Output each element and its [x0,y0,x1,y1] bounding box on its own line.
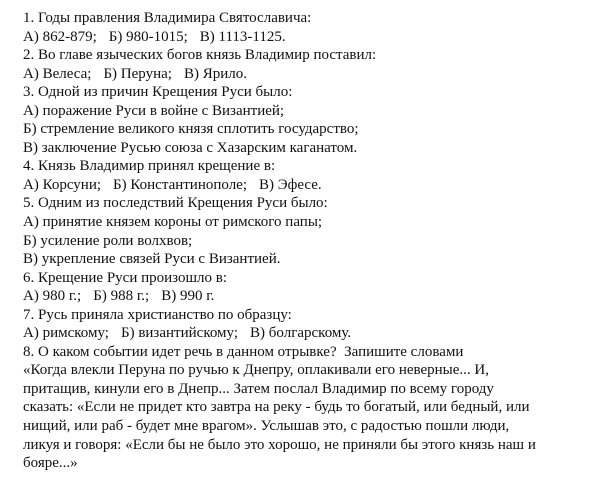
question-2-text: 2. Во главе языческих богов князь Владимир поставил: [23,47,377,64]
question-1-option-b: Б) 980-1015; [108,28,188,45]
question-8-passage-line: «Когда влекли Перуна по ручью к Днепру, оплакивали его неверные... И, [23,362,490,379]
question-4-option-a: А) Корсуни; [23,176,102,193]
question-7-option-c: В) болгарскому. [250,325,352,342]
question-8-passage-line: притащив, кинули его в Днепр... Затем послал Владимир по всему городу [23,380,494,397]
question-6-option-a: А) 980 г.; [23,288,82,305]
question-4-option-b: Б) Константинополе; [113,176,248,193]
question-8-passage-line: нищий, или раб - будет мне врагом». Услышав это, с радостью пошли люди, [23,418,510,435]
question-2-options [23,65,602,84]
question-6-text: 6. Крещение Руси произошло в: [23,269,228,286]
question-8-text: 8. О каком событии идет речь в данном отрывке? Запишите словами [23,343,464,360]
question-7-option-b: Б) византийскому; [120,325,239,342]
question-8-passage-line: сказать: «Если не придет кто завтра на реку - будь то богатый, или бедный, или [23,399,530,416]
question-5-option-b: Б) усиление роли волхвов; [23,232,193,249]
question-1-options [23,28,602,47]
question-4-options [23,176,602,195]
question-1-option-c: В) 1113-1125. [199,28,286,45]
question-8-passage-line: ликуя и говоря: «Если бы не было это хорошо, не приняли бы этого князь наш и [23,436,536,453]
question-4-text: 4. Князь Владимир принял крещение в: [23,158,276,175]
question-1-text: 1. Годы правления Владимира Святославича: [23,10,312,26]
question-2-option-b: Б) Перуна; [103,65,172,82]
question-5-option-a: А) принятие князем короны от римского папы; [23,214,323,231]
question-3-option-a: А) поражение Руси в войне с Византией; [23,102,285,119]
question-3-option-c: В) заключение Русью союза с Хазарским каганатом. [23,139,358,156]
question-1-option-a: А) 862-879; [23,28,97,45]
question-3-text: 3. Одной из причин Крещения Руси было: [23,84,293,101]
question-4-option-c: В) Эфесе. [259,176,322,193]
question-6-option-c: В) 990 г. [161,288,215,305]
question-3-option-b: Б) стремление великого князя сплотить государство; [23,121,359,138]
question-7-option-a: А) римскому; [23,325,109,342]
question-6-option-b: Б) 988 г.; [93,288,150,305]
question-5-option-c: В) укрепление связей Руси с Византией. [23,251,281,268]
question-2-option-c: В) Ярило. [183,65,247,82]
question-2-option-a: А) Велеса; [23,65,92,82]
question-7-options [23,324,602,343]
question-6-options [23,287,602,306]
question-7-text: 7. Русь приняла христианство по образцу: [23,306,292,323]
question-8-passage-line: бояре...» [23,455,78,472]
question-5-text: 5. Одним из последствий Крещения Руси было: [23,195,328,212]
